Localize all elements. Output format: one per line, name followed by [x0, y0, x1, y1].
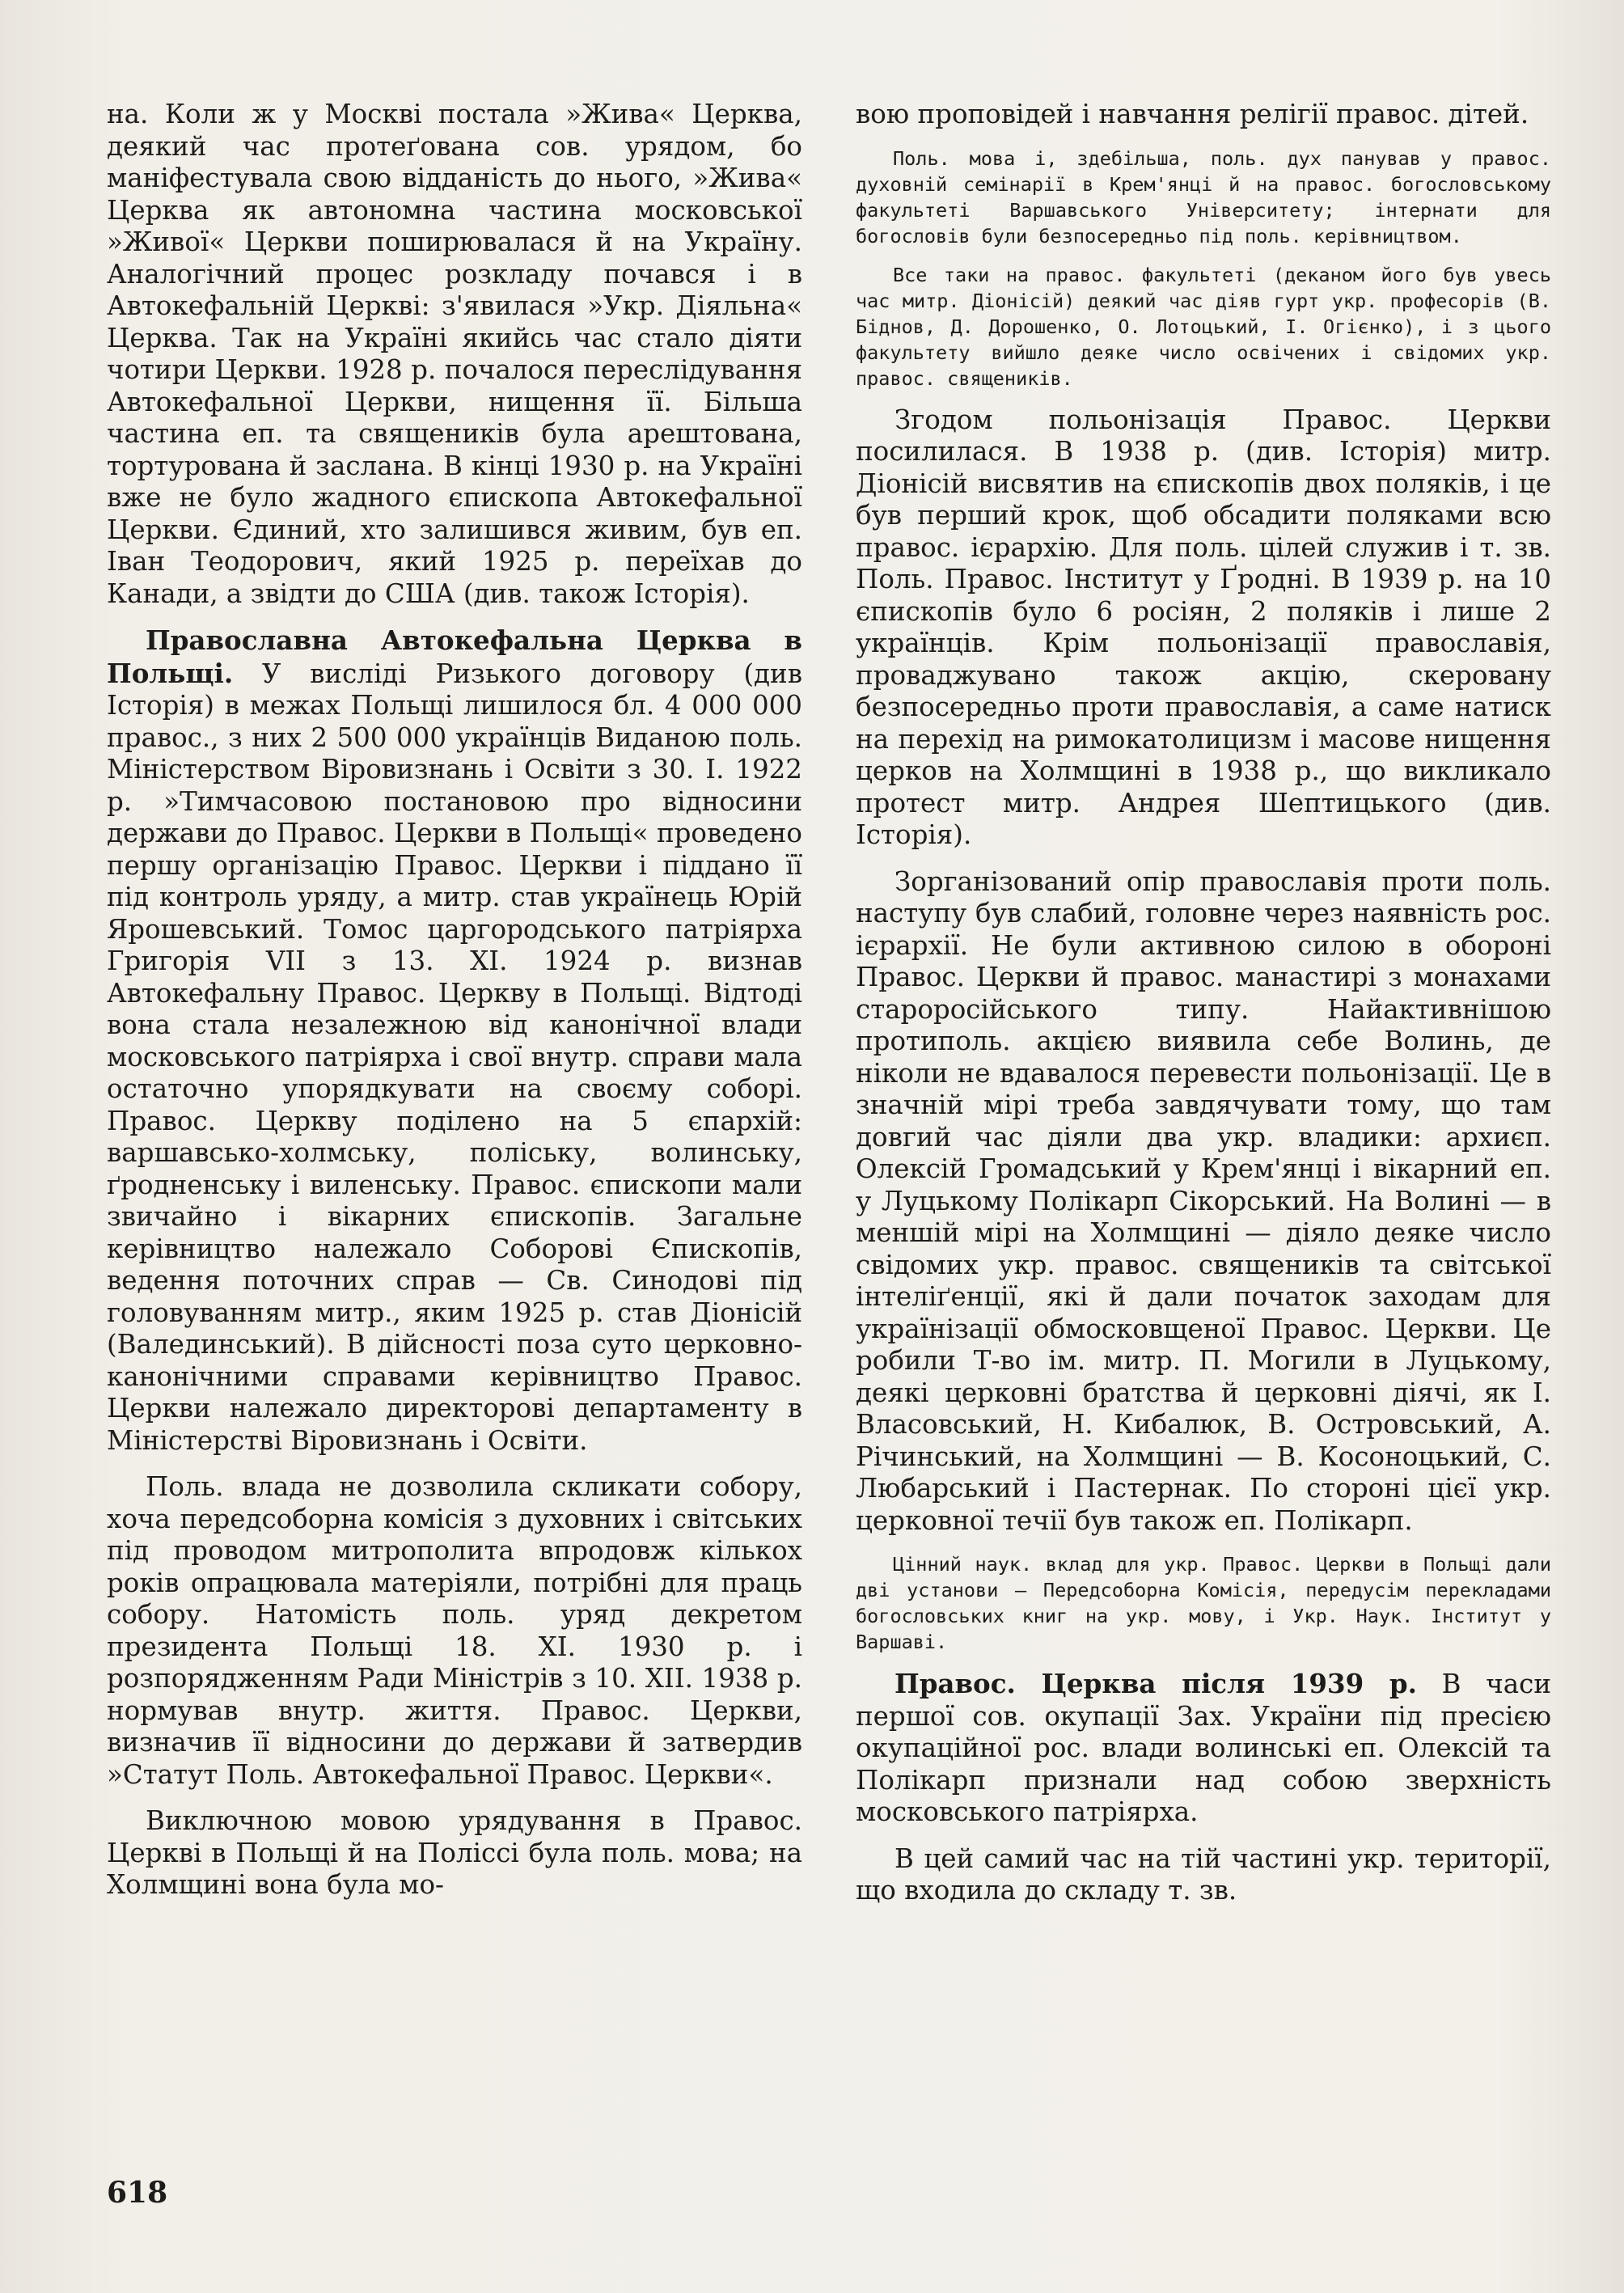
left-column: [107, 99, 802, 1916]
section-body: У висліді Ризького договору (див Історія) в межах Польщі лишилося бл. 4 000 000 правос., з них 2 500 000 українців Виданою поль. Міністерством Віровизнань і Освіти з 30. І. 1922 р. »Тимчасовою постановою про відносини держави до Правос. Церкви в Польщі« проведено першу організацію Правос. Церкви і піддано її під контроль уряду, а митр. став українець Юрій Ярошевський. Томос царгородського патріярха Григорія VII з 13. XI. 1924 р. визнав Автокефальну Правос. Церкву в Польщі. Відтоді вона стала незалежною від канонічної влади московського патріярха і свої внутр. справи мала остаточно упорядкувати на своєму соборі. Правос. Церкву поділено на 5 єпархій: варшавсько-холмську, поліську, волинську, ґродненську і виленську. Правос. єпископи мали звичайно і вікарних єпископів. Загальне керівництво належало Соборові Єпископів, ведення поточних справ — Св. Синодові під головуванням митр., яким 1925 р. став Діонісій (Валединський). В дійсності поза суто церковно-канонічними справами керівництво Правос. Церкви належало директорові департаменту в Міністерстві Віровизнань і Освіти.: [107, 658, 802, 1456]
paragraph: на. Коли ж у Москві постала »Жива« Церква, деякий час протеґована сов. урядом, бо маніфестувала свою відданість до нього, »Жива« Церква як автономна частина московської »Живої« Церкви поширювалася й на Україну. Аналогічний процес розкладу почався і в Автокефальній Церкві: з'явилася »Укр. Діяльна« Церква. Так на Україні якийсь час стало діяти чотири Церкви. 1928 р. почалося переслідування Автокефальної Церкви, нищення її. Більша частина еп. та священиків була арештована, тортурована й заслана. В кінці 1930 р. на Україні вже не було жадного єпископа Автокефальної Церкви. Єдиний, хто залишився живим, був еп. Іван Теодорович, який 1925 р. переїхав до Канади, а звідти до США (див. також Історія).: [107, 99, 802, 609]
paragraph: В цей самий час на тій частині укр. території, що входила до складу т. зв.: [856, 1842, 1551, 1906]
paragraph: вою проповідей і навчання релігії правос. дітей.: [856, 99, 1529, 129]
small-print-paragraph: Поль. мова і, здебільша, поль. дух панував у правос. духовній семінарії в Крем'янці й на правос. богословському факультеті Варшавського Університету; інтернати для богословів були безпосередньо під поль. керівництвом.: [856, 146, 1551, 247]
paragraph: Поль. влада не дозволила скликати собору, хоча передсоборна комісія з духовних і світських під проводом митрополита впродовж кількох років опрацювала матеріяли, потрібні для праць собору. Натомість поль. уряд декретом президента Польщі 18. XI. 1930 р. і розпорядженням Ради Міністрів з 10. XII. 1938 р. нормував внутр. життя. Правос. Церкви, визначив її відносини до держави й затвердив »Статут Поль. Автокефальної Правос. Церкви«.: [107, 1471, 802, 1790]
small-print-paragraph: Цінний наук. вклад для укр. Правос. Церкви в Польщі дали дві установи — Передсоборна Комісія, передусім перекладами богословських книг на укр. мову, і Укр. Наук. Інститут у Варшаві.: [856, 1553, 1551, 1653]
right-column: [856, 99, 1551, 1922]
section-paragraph: [856, 1668, 1551, 1829]
paragraph: Згодом польонізація Правос. Церкви посилилася. В 1938 р. (див. Історія) митр. Діонісій висвятив на єпископів двох поляків, і це був перший крок, щоб обсадити поляками всю правос. ієрархію. Для поль. цілей служив і т. зв. Поль. Правос. Інститут у Ґродні. В 1939 р. на 10 єпископів було 6 росіян, 2 поляків і лише 2 українців. Крім польонізації православія, проваджувано також акцію, скеровану безпосередньо проти православія, а саме натиск на перехід на римокатолицизм і масове нищення церков на Холмщині в 1938 р., що викликало протест митр. Андрея Шептицького (див. Історія).: [856, 404, 1551, 850]
section-heading: Православна Автокефальна Церква в Польщі.: [107, 624, 802, 689]
paragraph: Виключною мовою урядування в Правос. Церкві в Польщі й на Поліссі була поль. мова; на Холмщині вона була мо-: [107, 1805, 802, 1900]
small-print-paragraph: Все таки на правос. факультеті (деканом його був увесь час митр. Діонісій) деякий час діяв гурт укр. професорів (В. Біднов, Д. Дорошенко, О. Лотоцький, І. Огієнко), і з цього факультету вийшло деяке число освічених і свідомих укр. правос. священиків.: [856, 263, 1551, 390]
paragraph: Зорганізований опір православія проти поль. наступу був слабий, головне через наявність рос. ієрархії. Не були активною силою в обороні Правос. Церкви й правос. манастирі з монахами староросійського типу. Найактивнішою протиполь. акцією виявила себе Волинь, де ніколи не вдавалося перевести польонізації. Це в значній мірі треба завдячувати тому, що там довгий час діяли два укр. владики: архиєп. Олексій Громадський у Крем'янці і вікарний еп. у Луцькому Полікарп Сікорський. На Волині — в меншій мірі на Холмщині — діяло деяке число свідомих укр. правос. священиків та світської інтеліґенції, які й дали початок заходам для українізації обмосковщеної Правос. Церкви. Це робили Т-во ім. митр. П. Могили в Луцькому, деякі церковні братства й церковні діячі, як І. Власовський, Н. Кибалюк, В. Островський, А. Річинський, на Холмщині — В. Косоноцький, С. Любарський і Пастернак. По стороні цієї укр. церковної течії був також еп. Полікарп.: [856, 865, 1551, 1536]
page-number: 618: [107, 2176, 168, 2210]
section-body: В часи першої сов. окупації Зах. України під пресією окупаційної рос. влади волинські еп. Олексій та Полікарп признали над собою зверхність московського патріярха.: [856, 1669, 1551, 1827]
section-paragraph: [107, 624, 802, 1457]
section-heading: Правос. Церква після 1939 р.: [894, 1668, 1417, 1699]
